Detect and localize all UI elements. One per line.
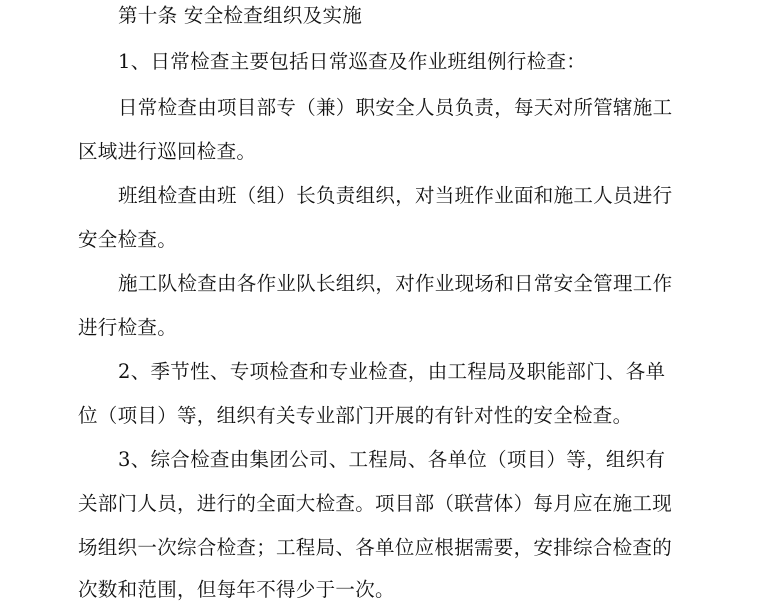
paragraph-line: 班组检查由班（组）长负责组织，对当班作业面和施工人员进行 [118, 184, 673, 207]
article-heading: 第十条 安全检查组织及实施 [118, 4, 363, 27]
paragraph-line: 次数和范围，但每年不得少于一次。 [78, 578, 395, 601]
paragraph-line: 位（项目）等，组织有关专业部门开展的有针对性的安全检查。 [78, 404, 633, 427]
paragraph-line: 日常检查由项目部专（兼）职安全人员负责，每天对所管辖施工 [118, 96, 673, 119]
paragraph-line: 区域进行巡回检查。 [78, 140, 257, 163]
paragraph-line: 进行检查。 [78, 316, 178, 339]
paragraph-line: 安全检查。 [78, 228, 178, 251]
paragraph-line: 3、综合检查由集团公司、工程局、各单位（项目）等，组织有 [118, 448, 666, 471]
paragraph-line: 关部门人员，进行的全面大检查。项目部（联营体）每月应在施工现 [78, 492, 673, 515]
paragraph-line: 场组织一次综合检查；工程局、各单位应根据需要，安排综合检查的 [78, 536, 673, 559]
paragraph-line: 2、季节性、专项检查和专业检查，由工程局及职能部门、各单 [118, 360, 666, 383]
paragraph-line: 1、日常检查主要包括日常巡查及作业班组例行检查： [118, 50, 587, 73]
paragraph-line: 施工队检查由各作业队长组织，对作业现场和日常安全管理工作 [118, 272, 673, 295]
